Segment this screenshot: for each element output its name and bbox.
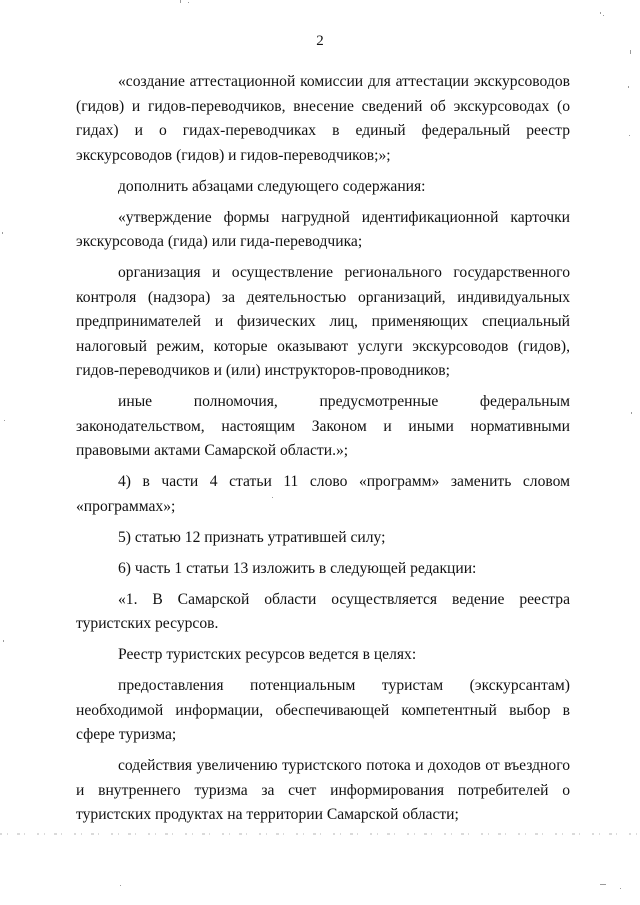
paragraph-item-5: 5) статью 12 признать утратившей силу; [118,528,386,546]
paragraph-add-subparagraphs: дополнить абзацами следующего содержания: [118,177,426,195]
paragraph-regional-control: организация и осуществление регионального государственного контроля (надзора) за деятельностью организаций, индивидуальных предпринимателей и физических лиц, применяющих специальный налоговый режим, которые оказывают услуги экскурсоводов (гидов), гидов-переводчиков и (или) инструкторов-проводников; [76,264,570,379]
paragraph-item-6: 6) часть 1 статьи 13 изложить в следующей редакции: [118,559,477,577]
paragraph-badge-form: «утверждение формы нагрудной идентификационной карточки экскурсовода (гида) или гида-переводчика; [76,208,570,250]
paragraph-goal-tourism-growth: содействия увеличению туристского потока и доходов от въездного и внутреннего туризма за счет информирования потребителей о туристских продуктах на территории Самарской области; [76,757,570,823]
paragraph-item-4: 4) в части 4 статьи 11 слово «программ» заменить словом «программах»; [76,473,570,515]
paragraph-other-powers: иные полномочия, предусмотренные федеральным законодательством, настоящим Законом и иными нормативными правовыми актами Самарской области.»; [76,393,570,459]
page-number: 2 [316,33,324,49]
paragraph-attestation-commission: «создание аттестационной комиссии для аттестации экскурсоводов (гидов) и гидов-переводчиков, внесение сведений об экскурсоводах (о гидах) и о гидах-переводчиках в единый федеральный реестр экскурсоводов (гидов) и гидов-переводчиков;»; [76,73,570,164]
paragraph-registry-intro: «1. В Самарской области осуществляется ведение реестра туристских ресурсов. [76,590,570,632]
document-body [76,70,570,834]
paragraph-registry-goals: Реестр туристских ресурсов ведется в целях: [118,646,417,663]
paragraph-goal-information: предоставления потенциальным туристам (экскурсантам) необходимой информации, обеспечивающей компетентный выбор в сфере туризма; [76,677,570,743]
